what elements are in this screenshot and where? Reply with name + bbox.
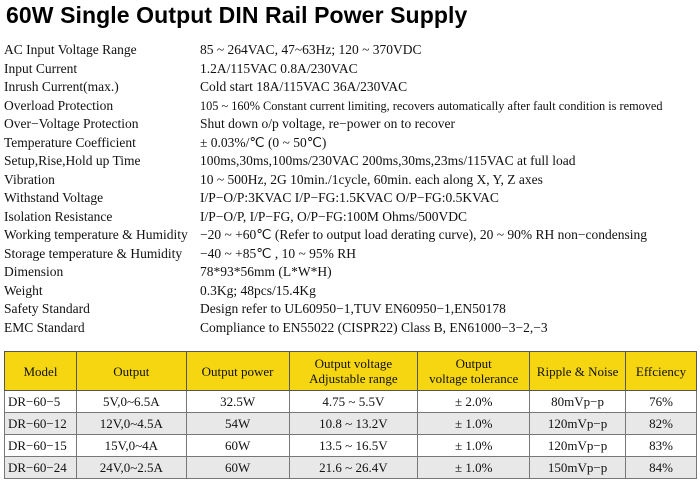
spec-value: I/P−O/P:3KVAC I/P−FG:1.5KVAC O/P−FG:0.5KVAC [200,190,499,205]
spec-value: Cold start 18A/115VAC 36A/230VAC [200,79,408,94]
cell-tolerance: ± 1.0% [418,413,530,435]
table-row [5,457,697,479]
spec-label: AC Input Voltage Range [4,42,137,57]
cell-ripple: 120mVp−p [530,435,626,457]
col-header-output: Output [76,352,186,391]
cell-range: 10.8 ~ 13.2V [289,413,418,435]
spec-label: Safety Standard [4,301,90,316]
spec-row [4,41,698,60]
table-header-row [5,352,697,391]
cell-ripple: 80mVp−p [530,391,626,413]
col-header-model: Model [5,352,77,391]
spec-row [4,263,698,282]
cell-tolerance: ± 2.0% [418,391,530,413]
cell-power: 32.5W [186,391,289,413]
cell-model: DR−60−15 [5,435,77,457]
col-header-output-power: Output power [186,352,289,391]
spec-value: −40 ~ +85℃ , 10 ~ 95% RH [200,245,356,261]
spec-value: Design refer to UL60950−1,TUV EN60950−1,EN50178 [200,301,506,316]
spec-value: I/P−O/P, I/P−FG, O/P−FG:100M Ohms/500VDC [200,208,468,224]
spec-value: 1.2A/115VAC 0.8A/230VAC [200,60,358,76]
spec-value: 0.3Kg; 48pcs/15.4Kg [200,282,316,298]
cell-output: 12V,0~4.5A [76,413,186,435]
spec-label: Working temperature & Humidity [4,227,188,242]
spec-row [4,319,698,338]
spec-label: Inrush Current(max.) [4,79,119,94]
spec-value: 78*93*56mm (L*W*H) [200,264,332,279]
cell-model: DR−60−12 [5,413,77,435]
spec-label: Overload Protection [4,97,114,113]
spec-value: ± 0.03%/℃ (0 ~ 50℃) [200,134,327,150]
spec-label: EMC Standard [4,319,85,335]
spec-row [4,60,698,79]
col-header-tolerance: Output voltage tolerance [418,352,530,391]
spec-row [4,171,698,190]
cell-power: 60W [186,435,289,457]
cell-power: 60W [186,457,289,479]
cell-ripple: 150mVp−p [530,457,626,479]
col-header-ripple: Ripple & Noise [530,352,626,391]
spec-label: Temperature Coefficient [4,134,136,150]
spec-label: Storage temperature & Humidity [4,245,183,261]
cell-power: 54W [186,413,289,435]
cell-efficiency: 83% [626,435,697,457]
spec-row [4,226,698,245]
spec-row [4,97,698,116]
page-title: 60W Single Output DIN Rail Power Supply [6,2,468,28]
cell-model: DR−60−24 [5,457,77,479]
table-row [5,435,697,457]
spec-row [4,282,698,301]
spec-row [4,115,698,134]
spec-row [4,245,698,264]
spec-row [4,208,698,227]
table-row [5,413,697,435]
cell-efficiency: 82% [626,413,697,435]
spec-label: Weight [4,282,43,298]
spec-value: Shut down o/p voltage, re−power on to recover [200,116,456,131]
cell-range: 4.75 ~ 5.5V [289,391,418,413]
spec-label: Setup,Rise,Hold up Time [4,153,141,168]
spec-row [4,78,698,97]
cell-tolerance: ± 1.0% [418,457,530,479]
cell-output: 24V,0~2.5A [76,457,186,479]
cell-output: 5V,0~6.5A [76,391,186,413]
spec-list [4,41,698,337]
col-header-voltage-range: Output voltage Adjustable range [289,352,418,391]
cell-range: 21.6 ~ 26.4V [289,457,418,479]
table-row [5,391,697,413]
model-table [4,351,697,479]
spec-value: 10 ~ 500Hz, 2G 10min./1cycle, 60min. each along X, Y, Z axes [200,171,543,187]
cell-efficiency: 76% [626,391,697,413]
spec-value: 85 ~ 264VAC, 47~63Hz; 120 ~ 370VDC [200,42,422,57]
cell-output: 15V,0~4A [76,435,186,457]
spec-row [4,300,698,319]
spec-value: 105 ~ 160% Constant current limiting, recovers automatically after fault condition is removed [200,98,663,113]
cell-model: DR−60−5 [5,391,77,413]
spec-value: Compliance to EN55022 (CISPR22) Class B, EN61000−3−2,−3 [200,319,548,335]
spec-label: Over−Voltage Protection [4,116,139,131]
cell-range: 13.5 ~ 16.5V [289,435,418,457]
spec-value: 100ms,30ms,100ms/230VAC 200ms,30ms,23ms/115VAC at full load [200,153,576,168]
spec-value: −20 ~ +60℃ (Refer to output load derating curve), 20 ~ 90% RH non−condensing [200,227,648,242]
spec-label: Isolation Resistance [4,208,113,224]
spec-row [4,152,698,171]
spec-label: Input Current [4,60,78,76]
spec-row [4,134,698,153]
spec-row [4,189,698,208]
spec-label: Withstand Voltage [4,190,104,205]
cell-efficiency: 84% [626,457,697,479]
col-header-efficiency: Effciency [626,352,697,391]
cell-ripple: 120mVp−p [530,413,626,435]
spec-label: Vibration [4,171,55,187]
spec-label: Dimension [4,264,64,279]
cell-tolerance: ± 1.0% [418,435,530,457]
